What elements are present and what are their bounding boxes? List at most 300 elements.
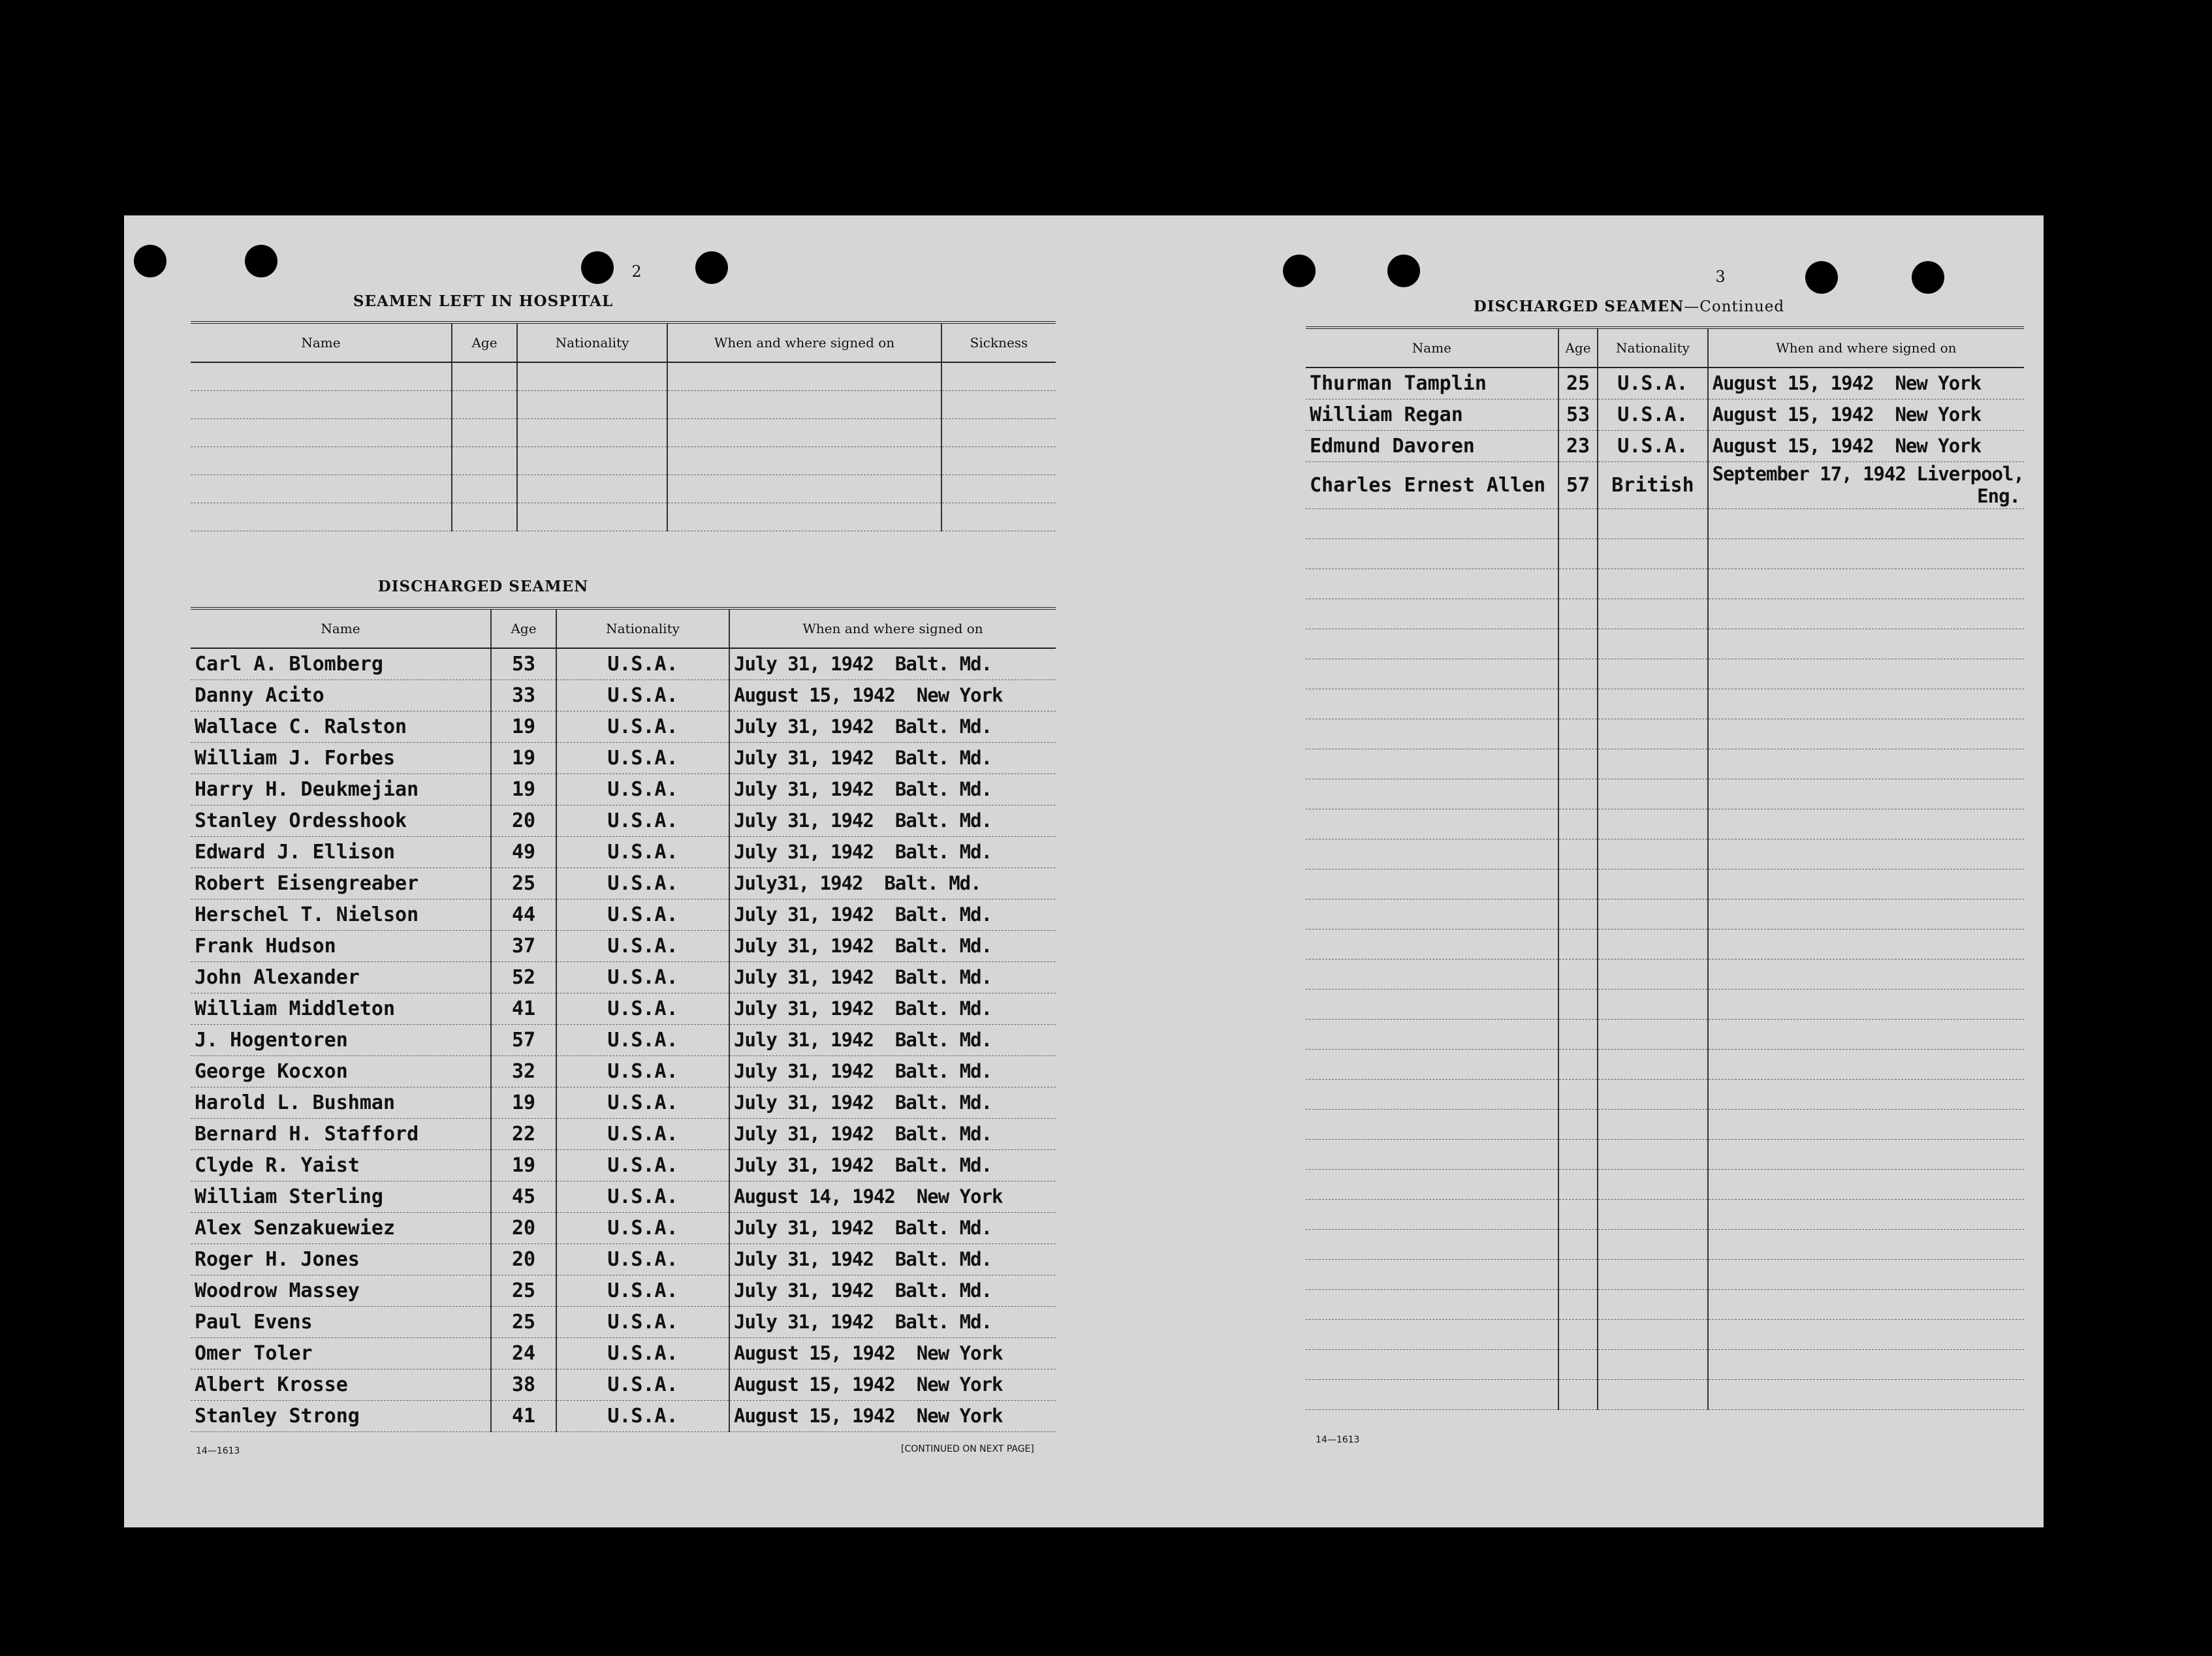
- form-number: 14—1613: [1316, 1435, 1360, 1445]
- seaman-signed-on: July 31, 1942 Balt. Md.: [729, 805, 1056, 836]
- empty-cell: [1598, 899, 1707, 929]
- empty-cell: [1708, 1019, 2024, 1049]
- empty-cell: [1558, 689, 1598, 719]
- signed-on-line: September 17, 1942 Liverpool,: [1712, 463, 2024, 485]
- seaman-name: Stanley Strong: [191, 1400, 491, 1431]
- seaman-name: Stanley Ordesshook: [191, 805, 491, 836]
- seaman-signed-on: July 31, 1942 Balt. Md.: [729, 1275, 1056, 1306]
- empty-cell: [1598, 1019, 1707, 1049]
- empty-cell: [1708, 599, 2024, 629]
- empty-cell: [1558, 779, 1598, 809]
- table-row: [1306, 539, 2024, 569]
- punch-hole: [1805, 261, 1838, 294]
- empty-cell: [1306, 539, 1558, 569]
- empty-cell: [1306, 839, 1558, 869]
- empty-cell: [1708, 1289, 2024, 1319]
- punch-hole: [1387, 255, 1420, 287]
- seaman-name: Danny Acito: [191, 680, 491, 711]
- seaman-name: Clyde R. Yaist: [191, 1149, 491, 1181]
- empty-cell: [1708, 1049, 2024, 1079]
- hospital-table: [191, 321, 1056, 531]
- seaman-age: 38: [491, 1369, 556, 1400]
- table-row: [1306, 719, 2024, 749]
- empty-cell: [1558, 839, 1598, 869]
- table-row: [1306, 749, 2024, 779]
- title-main: DISCHARGED SEAMEN: [1473, 298, 1684, 315]
- empty-cell: [191, 418, 452, 446]
- empty-cell: [1558, 629, 1598, 659]
- seaman-nationality: U.S.A.: [556, 961, 729, 993]
- empty-cell: [1306, 1289, 1558, 1319]
- empty-cell: [1558, 1229, 1598, 1259]
- empty-cell: [1306, 989, 1558, 1019]
- seaman-name: William Middleton: [191, 993, 491, 1024]
- empty-cell: [1306, 1349, 1558, 1379]
- empty-cell: [1708, 1109, 2024, 1139]
- table-row: [191, 1306, 1056, 1337]
- seaman-name: William Regan: [1306, 399, 1558, 430]
- signed-on-line-2: Eng.: [1977, 485, 2020, 507]
- empty-cell: [1558, 1349, 1598, 1379]
- seaman-name: Robert Eisengreaber: [191, 867, 491, 899]
- seaman-age: 19: [491, 711, 556, 742]
- empty-cell: [667, 390, 941, 418]
- table-row: [191, 1149, 1056, 1181]
- empty-cell: [1306, 629, 1558, 659]
- table-row: [1306, 929, 2024, 959]
- seaman-age: 53: [491, 648, 556, 680]
- col-header-age: Age: [491, 608, 556, 648]
- col-header-signed-on: When and where signed on: [667, 322, 941, 362]
- table-row: [191, 1243, 1056, 1275]
- empty-cell: [1306, 869, 1558, 899]
- empty-cell: [1708, 1199, 2024, 1229]
- seaman-age: 52: [491, 961, 556, 993]
- empty-cell: [1708, 1139, 2024, 1169]
- seaman-nationality: U.S.A.: [556, 1275, 729, 1306]
- seaman-age: 25: [491, 1275, 556, 1306]
- seaman-name: Thurman Tamplin: [1306, 367, 1558, 399]
- empty-cell: [1558, 1259, 1598, 1289]
- empty-cell: [191, 446, 452, 475]
- seaman-name: Frank Hudson: [191, 930, 491, 961]
- table-row: [191, 930, 1056, 961]
- seaman-signed-on: July 31, 1942 Balt. Md.: [729, 1306, 1056, 1337]
- empty-cell: [667, 362, 941, 390]
- seaman-nationality: U.S.A.: [556, 648, 729, 680]
- empty-cell: [1598, 569, 1707, 599]
- seaman-age: 25: [1558, 367, 1598, 399]
- col-header-signed-on: When and where signed on: [1708, 328, 2024, 367]
- seaman-name: Edmund Davoren: [1306, 430, 1558, 461]
- empty-cell: [1306, 929, 1558, 959]
- table-row: [191, 805, 1056, 836]
- seaman-signed-on: July 31, 1942 Balt. Md.: [729, 1024, 1056, 1055]
- empty-cell: [1306, 719, 1558, 749]
- table-row: [1306, 1319, 2024, 1349]
- table-row: [1306, 1199, 2024, 1229]
- empty-cell: [1558, 1109, 1598, 1139]
- table-row: [1306, 959, 2024, 989]
- empty-cell: [1558, 749, 1598, 779]
- empty-cell: [1306, 1109, 1558, 1139]
- empty-cell: [1708, 1349, 2024, 1379]
- seaman-nationality: U.S.A.: [1598, 430, 1707, 461]
- seaman-signed-on: August 15, 1942 New York: [729, 1369, 1056, 1400]
- table-row: [191, 503, 1056, 531]
- empty-cell: [1598, 1319, 1707, 1349]
- table-row: [1306, 1259, 2024, 1289]
- punch-hole: [134, 245, 166, 277]
- table-row: [1306, 779, 2024, 809]
- seaman-nationality: U.S.A.: [556, 930, 729, 961]
- seaman-age: 53: [1558, 399, 1598, 430]
- continued-note: [CONTINUED ON NEXT PAGE]: [901, 1444, 1034, 1454]
- table-row: [191, 867, 1056, 899]
- empty-cell: [1558, 1019, 1598, 1049]
- empty-cell: [517, 446, 667, 475]
- table-row: [1306, 1289, 2024, 1319]
- table-row: [1306, 839, 2024, 869]
- seaman-age: 20: [491, 1212, 556, 1243]
- empty-cell: [1306, 569, 1558, 599]
- table-row: [1306, 899, 2024, 929]
- seaman-signed-on: July 31, 1942 Balt. Md.: [729, 648, 1056, 680]
- empty-cell: [1708, 1379, 2024, 1409]
- empty-cell: [1598, 539, 1707, 569]
- seaman-age: 44: [491, 899, 556, 930]
- table-row: [191, 1024, 1056, 1055]
- empty-cell: [1598, 1379, 1707, 1409]
- empty-cell: [1306, 1319, 1558, 1349]
- table-row: [1306, 1379, 2024, 1409]
- empty-cell: [1558, 1079, 1598, 1109]
- seaman-nationality: U.S.A.: [556, 1055, 729, 1087]
- empty-cell: [1708, 719, 2024, 749]
- empty-cell: [1708, 539, 2024, 569]
- col-header-nationality: Nationality: [1598, 328, 1707, 367]
- empty-cell: [1708, 869, 2024, 899]
- seaman-nationality: U.S.A.: [1598, 367, 1707, 399]
- empty-cell: [452, 390, 517, 418]
- empty-cell: [1306, 809, 1558, 839]
- empty-cell: [1708, 959, 2024, 989]
- seaman-nationality: U.S.A.: [556, 680, 729, 711]
- empty-cell: [1558, 809, 1598, 839]
- table-row: [1306, 1169, 2024, 1199]
- empty-cell: [1708, 899, 2024, 929]
- table-row: [191, 1118, 1056, 1149]
- table-row: [1306, 1049, 2024, 1079]
- table-row: [1306, 989, 2024, 1019]
- col-header-age: Age: [1558, 328, 1598, 367]
- seaman-nationality: U.S.A.: [1598, 399, 1707, 430]
- seaman-signed-on: July 31, 1942 Balt. Md.: [729, 961, 1056, 993]
- seaman-signed-on: July 31, 1942 Balt. Md.: [729, 711, 1056, 742]
- col-header-name: Name: [191, 322, 452, 362]
- seaman-name: Albert Krosse: [191, 1369, 491, 1400]
- empty-cell: [452, 362, 517, 390]
- empty-cell: [1306, 959, 1558, 989]
- empty-cell: [1306, 779, 1558, 809]
- document-sheet: [124, 215, 2044, 1527]
- seaman-age: 25: [491, 867, 556, 899]
- empty-cell: [1558, 659, 1598, 689]
- empty-cell: [1558, 599, 1598, 629]
- table-row: [191, 993, 1056, 1024]
- empty-cell: [191, 362, 452, 390]
- empty-cell: [452, 503, 517, 531]
- empty-cell: [1306, 749, 1558, 779]
- empty-cell: [517, 475, 667, 503]
- seaman-nationality: U.S.A.: [556, 805, 729, 836]
- seaman-age: 19: [491, 1087, 556, 1118]
- page-number: 3: [1715, 268, 1726, 286]
- seaman-name: Wallace C. Ralston: [191, 711, 491, 742]
- table-row: [191, 1087, 1056, 1118]
- seaman-name: Charles Ernest Allen: [1306, 461, 1558, 508]
- empty-cell: [517, 418, 667, 446]
- seaman-age: 57: [491, 1024, 556, 1055]
- empty-cell: [1306, 508, 1558, 539]
- seaman-nationality: U.S.A.: [556, 1087, 729, 1118]
- empty-cell: [1708, 569, 2024, 599]
- empty-cell: [1558, 869, 1598, 899]
- seaman-signed-on: July 31, 1942 Balt. Md.: [729, 742, 1056, 773]
- empty-cell: [1598, 1289, 1707, 1319]
- empty-cell: [941, 446, 1056, 475]
- empty-cell: [1598, 959, 1707, 989]
- seaman-name: Herschel T. Nielson: [191, 899, 491, 930]
- seaman-name: Bernard H. Stafford: [191, 1118, 491, 1149]
- table-row: [1306, 1109, 2024, 1139]
- table-row: [191, 1400, 1056, 1431]
- empty-cell: [1708, 1259, 2024, 1289]
- table-row: [191, 648, 1056, 680]
- empty-cell: [517, 503, 667, 531]
- col-header-name: Name: [1306, 328, 1558, 367]
- table-row: [1306, 599, 2024, 629]
- seaman-age: 25: [491, 1306, 556, 1337]
- empty-cell: [1558, 1199, 1598, 1229]
- empty-cell: [1558, 899, 1598, 929]
- empty-cell: [1598, 1139, 1707, 1169]
- seaman-age: 19: [491, 1149, 556, 1181]
- empty-cell: [1708, 629, 2024, 659]
- page-number: 2: [631, 262, 642, 281]
- seaman-name: Omer Toler: [191, 1337, 491, 1369]
- seaman-nationality: U.S.A.: [556, 993, 729, 1024]
- seaman-name: Carl A. Blomberg: [191, 648, 491, 680]
- seaman-name: Edward J. Ellison: [191, 836, 491, 867]
- empty-cell: [452, 446, 517, 475]
- table-row: [1306, 367, 2024, 399]
- seaman-signed-on: August 14, 1942 New York: [729, 1181, 1056, 1212]
- empty-cell: [1708, 1169, 2024, 1199]
- empty-cell: [1306, 1049, 1558, 1079]
- seaman-name: Woodrow Massey: [191, 1275, 491, 1306]
- title-suffix: —Continued: [1684, 298, 1785, 315]
- empty-cell: [191, 503, 452, 531]
- table-row: [191, 1212, 1056, 1243]
- seaman-signed-on: July 31, 1942 Balt. Md.: [729, 899, 1056, 930]
- table-row: [191, 446, 1056, 475]
- empty-cell: [1598, 809, 1707, 839]
- empty-cell: [1306, 689, 1558, 719]
- empty-cell: [191, 390, 452, 418]
- seaman-age: 20: [491, 1243, 556, 1275]
- empty-cell: [667, 418, 941, 446]
- seaman-nationality: U.S.A.: [556, 1149, 729, 1181]
- empty-cell: [1708, 929, 2024, 959]
- seaman-signed-on: July 31, 1942 Balt. Md.: [729, 1149, 1056, 1181]
- left-page: [124, 215, 1103, 1527]
- table-row: [191, 961, 1056, 993]
- signed-on-line: August 15, 1942 New York: [1712, 403, 1982, 426]
- empty-cell: [452, 475, 517, 503]
- table-row: [1306, 430, 2024, 461]
- empty-cell: [1558, 1289, 1598, 1319]
- punch-hole: [581, 251, 614, 284]
- table-row: [1306, 1019, 2024, 1049]
- seaman-name: Alex Senzakuewiez: [191, 1212, 491, 1243]
- table-row: [191, 773, 1056, 805]
- table-row: [1306, 1229, 2024, 1259]
- empty-cell: [1598, 989, 1707, 1019]
- seaman-nationality: U.S.A.: [556, 1306, 729, 1337]
- seaman-age: 19: [491, 773, 556, 805]
- discharged-section-title: DISCHARGED SEAMEN: [377, 578, 589, 595]
- empty-cell: [1306, 1169, 1558, 1199]
- seaman-age: 57: [1558, 461, 1598, 508]
- seaman-nationality: U.S.A.: [556, 1400, 729, 1431]
- seaman-nationality: U.S.A.: [556, 836, 729, 867]
- col-header-nationality: Nationality: [556, 608, 729, 648]
- seaman-name: Harry H. Deukmejian: [191, 773, 491, 805]
- table-row: [191, 836, 1056, 867]
- seaman-nationality: U.S.A.: [556, 899, 729, 930]
- table-row: [1306, 569, 2024, 599]
- seaman-age: 23: [1558, 430, 1598, 461]
- empty-cell: [1558, 1319, 1598, 1349]
- seaman-signed-on: July 31, 1942 Balt. Md.: [729, 1212, 1056, 1243]
- empty-cell: [1598, 869, 1707, 899]
- empty-cell: [1708, 809, 2024, 839]
- empty-cell: [1708, 1079, 2024, 1109]
- table-row: [1306, 508, 2024, 539]
- empty-cell: [1558, 1139, 1598, 1169]
- seaman-name: John Alexander: [191, 961, 491, 993]
- seaman-name: George Kocxon: [191, 1055, 491, 1087]
- table-row: [1306, 399, 2024, 430]
- empty-cell: [1598, 1199, 1707, 1229]
- seaman-signed-on: August 15, 1942 New York: [729, 1337, 1056, 1369]
- seaman-nationality: U.S.A.: [556, 1369, 729, 1400]
- empty-cell: [941, 503, 1056, 531]
- empty-cell: [1598, 1079, 1707, 1109]
- table-row: [1306, 461, 2024, 508]
- seaman-nationality: U.S.A.: [556, 773, 729, 805]
- seaman-nationality: U.S.A.: [556, 1181, 729, 1212]
- table-row: [191, 475, 1056, 503]
- empty-cell: [1708, 1229, 2024, 1259]
- empty-cell: [667, 446, 941, 475]
- empty-cell: [1558, 1049, 1598, 1079]
- empty-cell: [1598, 599, 1707, 629]
- seaman-age: 22: [491, 1118, 556, 1149]
- seaman-nationality: U.S.A.: [556, 1212, 729, 1243]
- empty-cell: [1306, 1259, 1558, 1289]
- empty-cell: [1558, 569, 1598, 599]
- empty-cell: [517, 362, 667, 390]
- empty-cell: [1306, 1199, 1558, 1229]
- empty-cell: [1598, 1109, 1707, 1139]
- seaman-name: William J. Forbes: [191, 742, 491, 773]
- empty-cell: [1708, 508, 2024, 539]
- seaman-signed-on: July 31, 1942 Balt. Md.: [729, 930, 1056, 961]
- seaman-age: 32: [491, 1055, 556, 1087]
- table-row: [1306, 659, 2024, 689]
- empty-cell: [1598, 659, 1707, 689]
- seaman-age: 24: [491, 1337, 556, 1369]
- empty-cell: [1598, 1049, 1707, 1079]
- signed-on-line: August 15, 1942 New York: [1712, 435, 1982, 457]
- table-row: [191, 1369, 1056, 1400]
- col-header-nationality: Nationality: [517, 322, 667, 362]
- empty-cell: [1558, 959, 1598, 989]
- right-page: [1103, 215, 2044, 1527]
- empty-cell: [1598, 1169, 1707, 1199]
- empty-cell: [1558, 989, 1598, 1019]
- empty-cell: [1708, 989, 2024, 1019]
- empty-cell: [1598, 1349, 1707, 1379]
- seaman-age: 49: [491, 836, 556, 867]
- empty-cell: [1306, 1229, 1558, 1259]
- empty-cell: [1708, 659, 2024, 689]
- seaman-name: Harold L. Bushman: [191, 1087, 491, 1118]
- col-header-signed-on: When and where signed on: [729, 608, 1056, 648]
- col-header-sickness: Sickness: [941, 322, 1056, 362]
- table-row: [1306, 809, 2024, 839]
- seaman-age: 19: [491, 742, 556, 773]
- empty-cell: [1558, 1169, 1598, 1199]
- empty-cell: [1598, 839, 1707, 869]
- table-row: [1306, 869, 2024, 899]
- form-number: 14—1613: [196, 1446, 240, 1456]
- empty-cell: [941, 418, 1056, 446]
- seaman-signed-on: July 31, 1942 Balt. Md.: [729, 836, 1056, 867]
- empty-cell: [1306, 899, 1558, 929]
- punch-hole: [1283, 255, 1316, 287]
- seaman-nationality: U.S.A.: [556, 711, 729, 742]
- empty-cell: [452, 418, 517, 446]
- seaman-signed-on: July31, 1942 Balt. Md.: [729, 867, 1056, 899]
- col-header-age: Age: [452, 322, 517, 362]
- table-row: [191, 742, 1056, 773]
- seaman-signed-on: August 15, 1942 New York: [729, 680, 1056, 711]
- table-row: [1306, 1349, 2024, 1379]
- empty-cell: [1558, 929, 1598, 959]
- empty-cell: [1306, 599, 1558, 629]
- table-row: [191, 390, 1056, 418]
- empty-cell: [1708, 689, 2024, 719]
- table-row: [191, 1275, 1056, 1306]
- seaman-signed-on: July 31, 1942 Balt. Md.: [729, 1087, 1056, 1118]
- seaman-signed-on: July 31, 1942 Balt. Md.: [729, 1118, 1056, 1149]
- empty-cell: [1598, 749, 1707, 779]
- seaman-signed-on: July 31, 1942 Balt. Md.: [729, 1055, 1056, 1087]
- table-row: [191, 1055, 1056, 1087]
